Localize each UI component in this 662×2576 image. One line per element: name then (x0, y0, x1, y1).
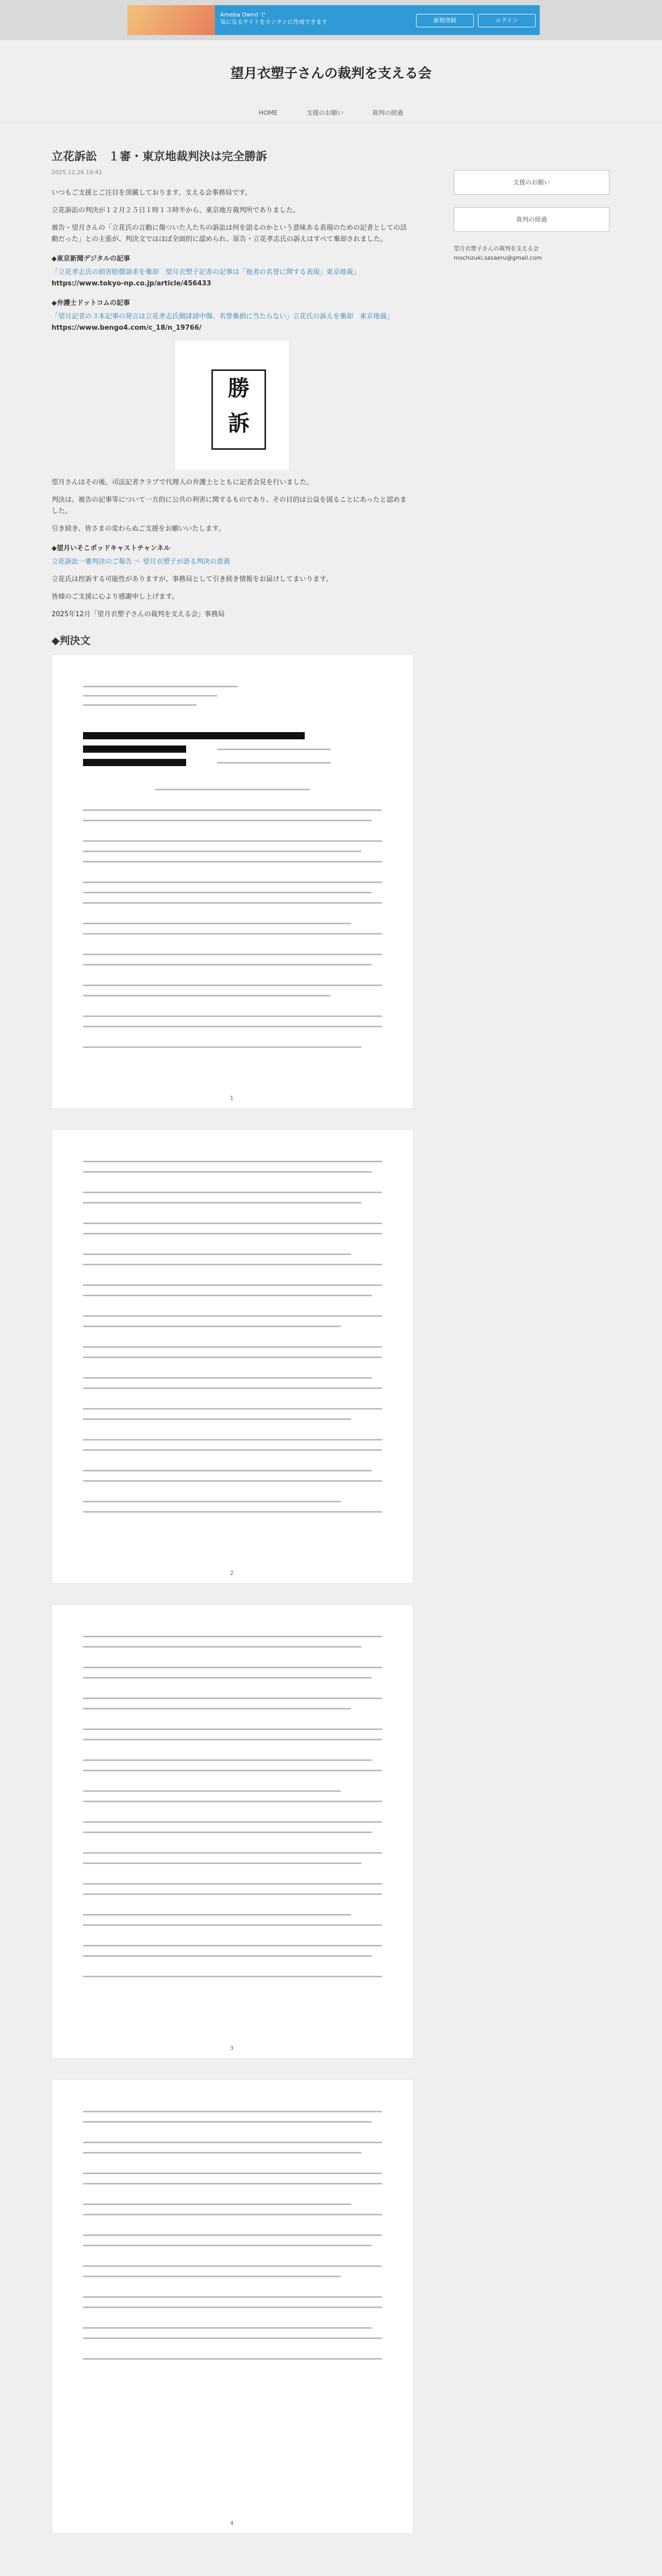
illustration-char: 勝 (227, 376, 250, 401)
doc-line (83, 1924, 382, 1926)
sidebar-info (454, 244, 608, 263)
doc-line (83, 695, 217, 697)
doc-line (83, 1821, 382, 1823)
doc-line (83, 1377, 372, 1379)
post-paragraph: いつもご支援とご注目を頂戴しております、支える会事務局です。 (52, 189, 252, 197)
doc-line (83, 1046, 361, 1048)
doc-line (83, 1698, 382, 1699)
doc-line (83, 1708, 351, 1709)
doc-line (83, 1439, 382, 1440)
doc-line (83, 985, 382, 986)
doc-line (83, 1408, 382, 1410)
judgment-heading: ◆判決文 (52, 634, 91, 647)
doc-line (155, 789, 310, 790)
ad-thumbnail (127, 5, 215, 35)
doc-line (83, 861, 382, 862)
ad-bar (0, 0, 662, 40)
doc-line (83, 2152, 361, 2154)
ad-login-button[interactable]: ログイン (478, 14, 536, 27)
doc-line (83, 1790, 341, 1792)
article-link[interactable]: 「望月記者の３本記事の発言は立花孝志氏側誹謗中傷、名誉棄損に当たらない」立花氏の訴えを棄却 東京地裁」 (52, 313, 394, 320)
post-signature: 2025年12月「望月衣塑子さんの裁判を支える会」事務局 (52, 611, 225, 618)
doc-line (83, 1883, 382, 1885)
doc-line (83, 2327, 372, 2329)
doc-line (83, 1026, 382, 1027)
post-content (52, 149, 412, 2554)
doc-line (83, 1914, 351, 1916)
podcast-link[interactable]: 立花訴訟一審判決のご報告 ～ 望月衣塑子が語る判決の意義 (52, 558, 230, 566)
doc-line (83, 809, 382, 811)
doc-line (83, 2204, 351, 2205)
doc-line (83, 1511, 382, 1513)
doc-line (83, 851, 361, 852)
doc-line (83, 1759, 372, 1761)
post-paragraph: 判決は、被告の記事等について一方的に公共の利害に関するものであり、その目的は公益を図ることにあったと認めました。 (52, 496, 407, 515)
doc-line (83, 1852, 382, 1854)
doc-line (83, 1501, 341, 1502)
doc-line (83, 1677, 372, 1679)
section-heading: ◆弁護士ドットコムの記事 (52, 299, 130, 307)
doc-line (83, 2337, 382, 2339)
doc-line (83, 2142, 382, 2143)
doc-line (83, 2245, 372, 2246)
section-heading: ◆東京新聞デジタルの記事 (52, 255, 130, 263)
doc-line (83, 2234, 382, 2236)
doc-line (83, 892, 372, 893)
doc-line (83, 995, 330, 996)
doc-line (83, 1171, 372, 1173)
doc-line (83, 1326, 341, 1327)
post-paragraph: 立花氏は控訴する可能性がありますが、事務局として引き続き情報をお届けしてまいります。 (52, 575, 333, 583)
doc-line (217, 762, 330, 764)
doc-line (83, 2183, 382, 2184)
doc-line (83, 820, 372, 821)
doc-line (83, 1646, 361, 1648)
sidebar-org-name: 望月衣塑子さんの裁判を支える会 (454, 245, 539, 252)
article-url[interactable]: https://www.bengo4.com/c_18/n_19766/ (52, 324, 202, 332)
post-paragraph: 被告・望月さんの「立花氏の言動に傷ついた人たちの訴訟は何を語るのかという意味ある表現のための記者としての活動だった」との主張が、判決文ではほぼ全面的に認められ、原告・立花孝志氏の訴えはすべて棄却されました。 (52, 224, 407, 243)
post-date: 2025.12.26 19:41 (52, 169, 103, 176)
redaction-bar (83, 745, 186, 753)
judgment-page-3 (52, 1604, 413, 2059)
doc-line (83, 1862, 361, 1864)
judgment-page-2 (52, 1129, 413, 1584)
post-paragraph: 皆様のご支援に心より感謝申し上げます。 (52, 593, 178, 601)
doc-line (83, 1315, 382, 1317)
doc-line (83, 902, 382, 904)
doc-line (83, 2307, 382, 2308)
article-link[interactable]: 「立花孝志氏の損害賠償請求を棄却 望月衣塑子記者の記事は「他者の名誉に関する表現」東京地裁」 (52, 268, 360, 276)
doc-line (83, 2173, 382, 2174)
doc-line (83, 2121, 372, 2123)
doc-line (83, 704, 196, 706)
sidebar-support-button[interactable]: 支援のお願い (454, 170, 609, 195)
scroll-image (211, 369, 266, 450)
doc-line (83, 1893, 382, 1895)
doc-line (83, 2296, 382, 2298)
ad-signup-button[interactable]: 新規登録 (416, 14, 474, 27)
article-url[interactable]: https://www.tokyo-np.co.jp/article/456433 (52, 280, 211, 287)
victory-illustration (175, 341, 289, 470)
doc-line (83, 1955, 372, 1957)
doc-line (83, 1636, 382, 1637)
section-heading: ◆望月いそこポッドキャストチャンネル (52, 545, 171, 552)
sidebar (454, 170, 608, 263)
doc-line (83, 964, 372, 965)
sidebar-email[interactable]: mochizuki.sasaeru@gmail.com (454, 255, 542, 261)
doc-line (83, 1480, 382, 1482)
doc-line (83, 1264, 382, 1265)
doc-line (83, 1945, 382, 1946)
doc-line (83, 2276, 341, 2277)
doc-line (83, 2265, 382, 2267)
page-number: 4 (230, 2520, 234, 2527)
ad-banner[interactable] (127, 5, 540, 35)
judgment-page-4 (52, 2079, 413, 2534)
doc-line (83, 1346, 382, 1348)
doc-line (83, 1233, 382, 1234)
nav-item-home[interactable]: HOME (258, 109, 278, 116)
doc-line (83, 1223, 382, 1224)
doc-line (83, 1295, 372, 1296)
doc-line (83, 1470, 372, 1471)
doc-line (83, 1801, 382, 1802)
doc-line (83, 1976, 382, 1977)
doc-line (83, 1202, 361, 1204)
doc-line (83, 954, 382, 955)
doc-line (83, 1739, 382, 1740)
main-nav (0, 108, 662, 117)
nav-item-support[interactable]: 支援のお願い (306, 109, 344, 116)
doc-line (83, 1253, 351, 1255)
doc-line (83, 882, 382, 883)
doc-line (83, 933, 382, 935)
redaction-bar (83, 732, 305, 739)
post-paragraph: 引き続き、皆さまの変わらぬご支援をお願いいたします。 (52, 525, 225, 533)
post-paragraph: 望月さんはその後、司法記者クラブで代理人の弁護士とともに記者会見を行いました。 (52, 479, 313, 486)
sidebar-trial-button[interactable]: 裁判の経過 (454, 207, 609, 232)
doc-line (217, 749, 330, 750)
doc-line (83, 1667, 382, 1668)
doc-line (83, 686, 238, 687)
doc-line (83, 1192, 382, 1193)
page-number: 1 (230, 1095, 234, 1101)
post-paragraph: 立花訴訟の判決が１２月２５日１時１３時半から、東京地方裁判所でありました。 (52, 207, 300, 214)
doc-line (83, 1284, 382, 1286)
doc-line (83, 1832, 372, 1833)
doc-line (83, 923, 351, 924)
doc-line (83, 1387, 382, 1389)
illustration-char: 訴 (227, 411, 250, 436)
doc-line (83, 1449, 382, 1451)
post-title: 立花訴訟 １審・東京地裁判決は完全勝訴 (52, 150, 268, 163)
ad-line-1: Ameba Ownd で (220, 11, 266, 18)
judgment-page-1 (52, 654, 413, 1109)
doc-line (83, 1357, 382, 1358)
site-header (0, 40, 662, 123)
page-number: 2 (230, 1570, 234, 1577)
doc-line (83, 1770, 382, 1771)
nav-item-trial[interactable]: 裁判の経過 (372, 109, 404, 116)
doc-line (83, 2214, 382, 2215)
doc-line (83, 1418, 351, 1420)
doc-line (83, 1161, 382, 1162)
doc-line (83, 2358, 382, 2360)
doc-line (83, 2111, 382, 2112)
ad-line-2: 気になるサイトをカンタンに作成できます (220, 19, 327, 25)
ad-text (220, 11, 327, 26)
page-number: 3 (230, 2045, 234, 2052)
redaction-bar (83, 759, 186, 766)
doc-line (83, 840, 382, 842)
doc-line (83, 1728, 382, 1730)
doc-line (83, 1015, 382, 1017)
site-title[interactable]: 望月衣塑子さんの裁判を支える会 (230, 66, 432, 81)
